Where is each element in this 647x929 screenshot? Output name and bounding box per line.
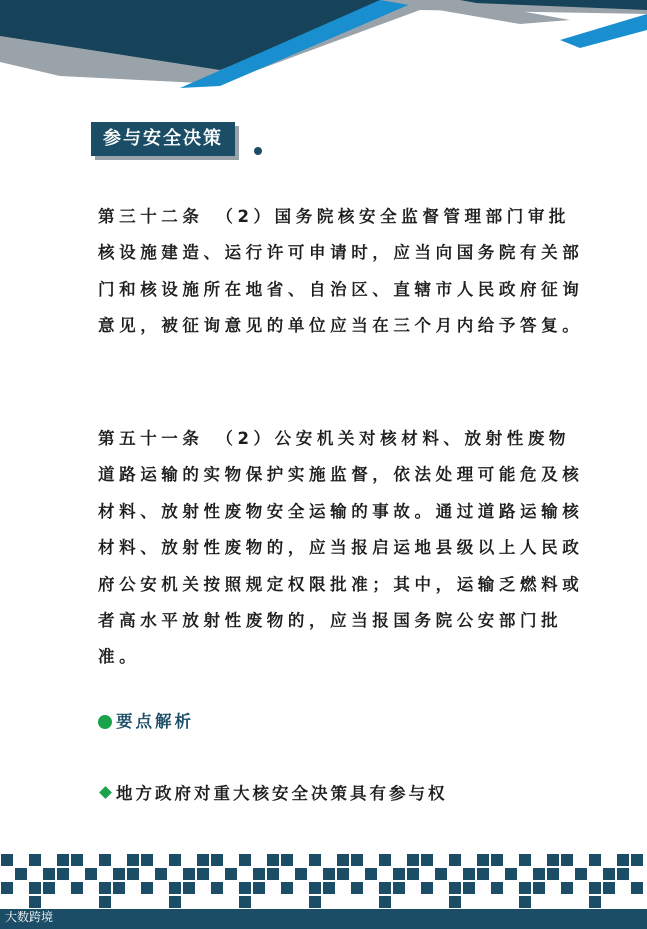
diamond-bullet-icon: [99, 786, 112, 799]
section-title: 参与安全决策: [91, 122, 235, 156]
key-points-heading: [98, 708, 194, 732]
bottom-pixel-decoration: [0, 850, 647, 929]
top-banner-decoration: [0, 0, 647, 90]
key-points-label: 要点解析: [116, 712, 194, 731]
watermark: 大数跨境: [5, 910, 54, 924]
key-point-text: 地方政府对重大核安全决策具有参与权: [116, 784, 448, 803]
article-32-text: 第三十二条 （2）国务院核安全监督管理部门审批核设施建造、运行许可申请时，应当向国务院有关部门和核设施所在地省、自治区、直辖市人民政府征询意见，被征询意见的单位应当在三个月内给予答复。: [98, 207, 584, 336]
title-dot: [254, 147, 262, 155]
key-point-item: [99, 780, 448, 804]
article-51-text: 第五十一条 （2）公安机关对核材料、放射性废物道路运输的实物保护实施监督，依法处理可能危及核材料、放射性废物安全运输的事故。通过道路运输核材料、放射性废物的，应当报启运地县级以上人民政府公安机关按照规定权限批准；其中，运输乏燃料或者高水平放射性废物的，应当报国务院公安部门批准。: [98, 429, 584, 667]
green-circle-icon: [98, 715, 112, 729]
